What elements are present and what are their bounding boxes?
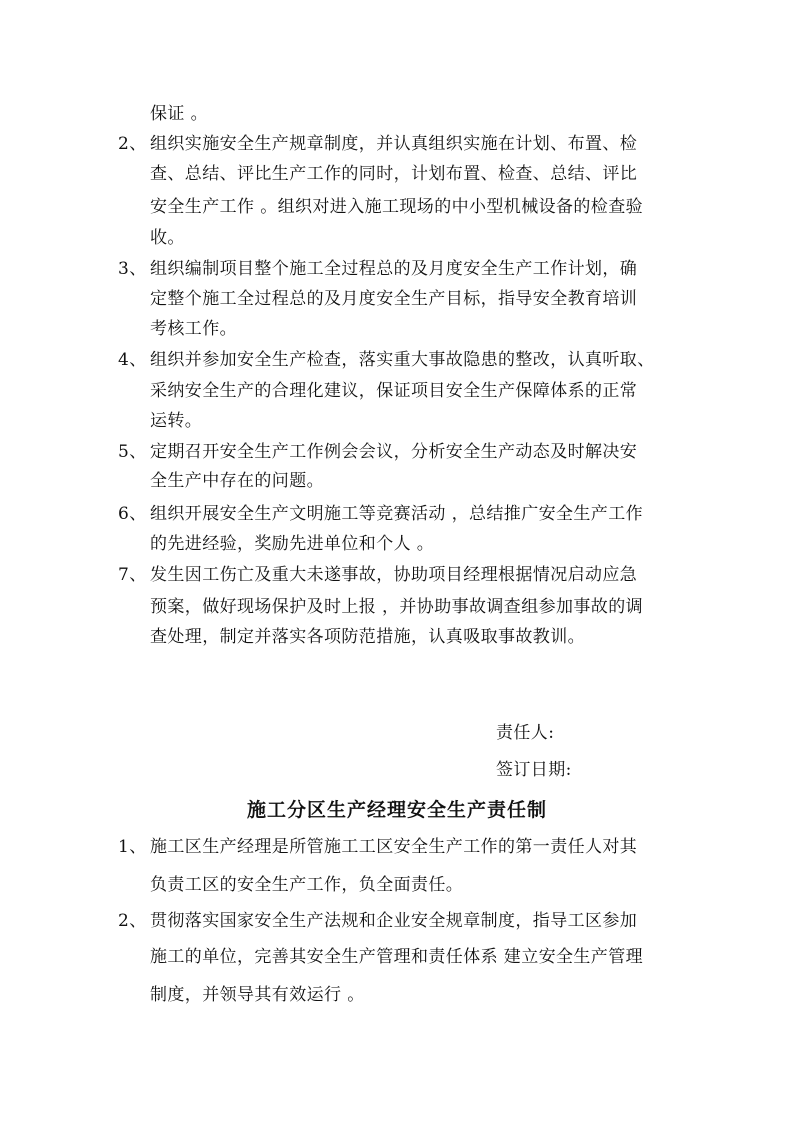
item-number: 4、: [118, 350, 147, 370]
item-line: 制度，并领导其有效运行 。: [150, 985, 365, 1005]
item-line: 发生因工伤亡及重大未遂事故，协助项目经理根据情况启动应急: [150, 565, 638, 585]
item-line: 组织并参加安全生产检查，落实重大事故隐患的整改，认真听取、: [150, 350, 655, 370]
continuation-line: 保证 。: [150, 104, 209, 124]
item-line: 查、总结、评比生产工作的同时，计划布置、检查、总结、评比: [150, 164, 638, 184]
item-line: 组织实施安全生产规章制度，并认真组织实施在计划、布置、检: [150, 134, 638, 154]
item-line: 考核工作。: [150, 319, 237, 339]
item-number: 6、: [118, 504, 147, 524]
item-line: 组织编制项目整个施工全过程总的及月度安全生产工作计划，确: [150, 259, 638, 279]
item-line: 收。: [150, 228, 185, 248]
item-line: 采纳安全生产的合理化建议，保证项目安全生产保障体系的正常: [150, 381, 638, 401]
item-line: 定期召开安全生产工作例会会议，分析安全生产动态及时解决安: [150, 442, 638, 462]
item-number: 3、: [118, 259, 147, 279]
item-line: 全生产中存在的问题。: [150, 471, 324, 491]
signing-date-label: 签订日期:: [496, 760, 572, 780]
item-line: 贯彻落实国家安全生产法规和企业安全规章制度，指导工区参加: [150, 911, 638, 931]
item-line: 运转。: [150, 411, 203, 431]
item-line: 负责工区的安全生产工作，负全面责任。: [150, 875, 464, 895]
item-number: 5、: [118, 442, 147, 462]
item-number: 1、: [118, 837, 147, 857]
item-line: 施工的单位，完善其安全生产管理和责任体系 建立安全生产管理: [150, 947, 644, 967]
item-line: 的先进经验，奖励先进单位和个人 。: [150, 534, 435, 554]
item-line: 安全生产工作 。组织对进入施工现场的中小型机械设备的检查验: [150, 197, 644, 217]
item-number: 2、: [118, 134, 147, 154]
responsible-person-label: 责任人:: [496, 723, 555, 743]
item-line: 定整个施工全过程总的及月度安全生产目标，指导安全教育培训: [150, 289, 638, 309]
item-line: 预案，做好现场保护及时上报 ，并协助事故调查组参加事故的调: [150, 597, 644, 617]
item-number: 2、: [118, 911, 147, 931]
section-title: 施工分区生产经理安全生产责任制: [246, 799, 547, 821]
item-line: 查处理，制定并落实各项防范措施，认真吸取事故教训。: [150, 627, 585, 647]
item-line: 组织开展安全生产文明施工等竞赛活动 ，总结推广安全生产工作: [150, 504, 644, 524]
item-number: 7、: [118, 565, 147, 585]
item-line: 施工区生产经理是所管施工工区安全生产工作的第一责任人对其: [150, 837, 638, 857]
